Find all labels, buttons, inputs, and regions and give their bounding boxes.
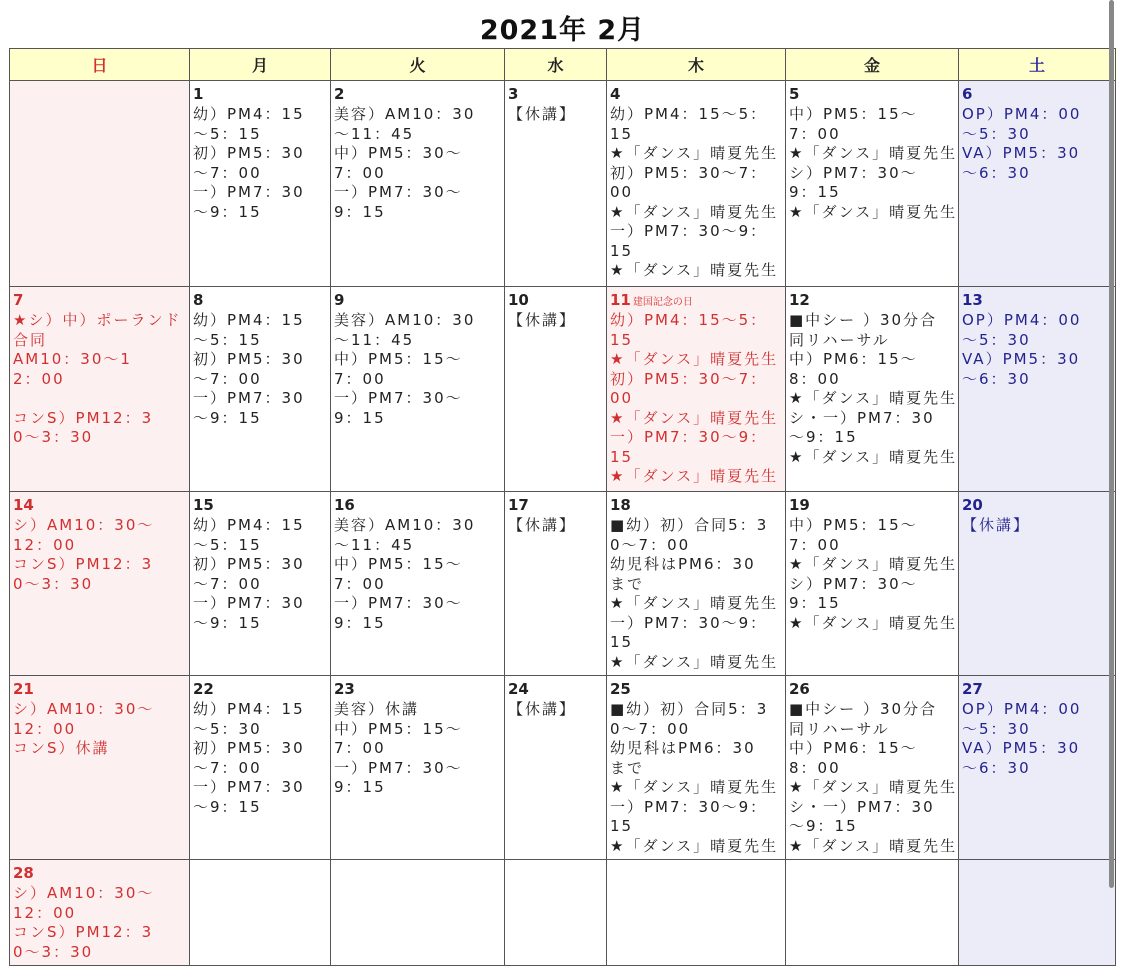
weekday-wed: 水 [505,49,607,81]
day-number: 13 [962,291,983,309]
day-cell [10,676,190,860]
day-cell [959,81,1116,287]
weekday-header-row [10,49,1116,81]
day-events: 美容）AM10：30 〜11：45 中）PM5：30〜 7：00 一）PM7：30〜 9：15 [334,105,476,221]
day-header [610,86,785,105]
week-row [10,492,1116,676]
day-cell [10,492,190,676]
day-events: 幼）PM4：15 〜5：15 初）PM5：30 〜7：00 一）PM7：30 〜9：15 [193,105,305,221]
day-header [193,86,330,105]
day-events: 幼）PM4：15〜5： 15 ★「ダンス」晴夏先生 初）PM5：30〜7： 00 ★「ダンス」晴夏先生 一）PM7：30〜9： 15 ★「ダンス」晴夏先生 [610,311,779,485]
day-header [962,865,1115,884]
day-number: 22 [193,680,214,698]
day-header [193,497,330,516]
day-number: 26 [789,680,810,698]
day-cell [505,287,607,492]
day-cell [505,492,607,676]
day-header [508,497,606,516]
day-events: シ）AM10：30〜 12：00 コンS）PM12：3 0〜3：30 [13,516,155,593]
day-header [193,681,330,700]
day-events: 幼）PM4：15 〜5：15 初）PM5：30 〜7：00 一）PM7：30 〜9：15 [193,516,305,632]
day-cell [607,860,786,966]
day-header [508,86,606,105]
weekday-fri: 金 [786,49,959,81]
day-number: 21 [13,680,34,698]
day-header [508,865,606,884]
weekday-tue: 火 [331,49,505,81]
day-cell [959,492,1116,676]
day-number: 7 [13,291,24,309]
day-header [789,865,958,884]
page-title: 2021年 2月 [479,15,646,46]
day-cell [607,81,786,287]
day-cell [505,860,607,966]
day-number: 24 [508,680,529,698]
day-number: 3 [508,85,519,103]
day-number: 25 [610,680,631,698]
day-events: ★シ）中）ポーランド 合同 AM10：30〜1 2：00 コンS）PM12：3 0〜3：30 [13,311,182,446]
day-header [610,292,785,311]
week-row [10,81,1116,287]
day-cell [190,492,331,676]
day-number: 10 [508,291,529,309]
day-cell [331,492,505,676]
day-number: 18 [610,496,631,514]
day-number: 4 [610,85,621,103]
day-cell [786,860,959,966]
day-events: 【休講】 [508,516,577,534]
day-events: シ）AM10：30〜 12：00 コンS）休講 [13,700,155,757]
day-cell [331,287,505,492]
day-header [13,865,189,884]
day-number: 5 [789,85,800,103]
day-cell [190,676,331,860]
day-number: 16 [334,496,355,514]
scrollbar[interactable] [1109,0,1114,888]
day-number: 15 [193,496,214,514]
day-header [508,292,606,311]
day-events: 【休講】 [508,311,577,329]
day-header [789,86,958,105]
day-events: OP）PM4：00 〜5：30 VA）PM5：30 〜6：30 [962,700,1082,777]
day-cell [959,287,1116,492]
day-header [334,681,504,700]
day-events: 幼）PM4：15 〜5：30 初）PM5：30 〜7：00 一）PM7：30 〜9：15 [193,700,305,816]
day-header [962,681,1115,700]
day-header [334,497,504,516]
calendar-table [9,48,1116,966]
day-cell [10,287,190,492]
day-cell [786,287,959,492]
day-cell [331,81,505,287]
day-cell [331,676,505,860]
day-header [13,86,189,105]
day-number: 12 [789,291,810,309]
day-events: 美容）休講 中）PM5：15〜 7：00 一）PM7：30〜 9：15 [334,700,463,796]
day-events: 幼）PM4：15〜5： 15 ★「ダンス」晴夏先生 初）PM5：30〜7： 00 ★「ダンス」晴夏先生 一）PM7：30〜9： 15 ★「ダンス」晴夏先生 [610,105,779,279]
day-cell [331,860,505,966]
day-header [610,865,785,884]
day-cell [190,81,331,287]
day-events: 【休講】 [508,105,577,123]
day-number: 2 [334,85,345,103]
weekday-sat: 土 [959,49,1116,81]
day-header [334,865,504,884]
day-events: ■幼）初）合同5：3 0〜7：00 幼児科はPM6：30 まで ★「ダンス」晴夏先生 一）PM7：30〜9： 15 ★「ダンス」晴夏先生 [610,700,779,855]
day-cell [607,492,786,676]
weekday-sun: 日 [10,49,190,81]
day-header [13,681,189,700]
day-header [334,292,504,311]
day-number: 14 [13,496,34,514]
day-number: 8 [193,291,204,309]
day-number: 9 [334,291,345,309]
week-row [10,860,1116,966]
day-cell [190,860,331,966]
day-number: 11 [610,291,631,309]
day-events: ■幼）初）合同5：3 0〜7：00 幼児科はPM6：30 まで ★「ダンス」晴夏先生 一）PM7：30〜9： 15 ★「ダンス」晴夏先生 [610,516,779,671]
day-number: 20 [962,496,983,514]
day-events: シ）AM10：30〜 12：00 コンS）PM12：3 0〜3：30 [13,884,155,961]
day-number: 28 [13,864,34,882]
day-events: 中）PM5：15〜 7：00 ★「ダンス」晴夏先生 シ）PM7：30〜 9：15 ★「ダンス」晴夏先生 [789,105,958,221]
day-cell [607,287,786,492]
week-row [10,676,1116,860]
weekday-mon: 月 [190,49,331,81]
day-cell [959,860,1116,966]
day-cell [786,676,959,860]
day-events: OP）PM4：00 〜5：30 VA）PM5：30 〜6：30 [962,311,1082,388]
day-header [13,497,189,516]
day-header [962,86,1115,105]
day-events: ■中シー ）30分合 同リハーサル 中）PM6：15〜 8：00 ★「ダンス」晴夏先生 シ・一）PM7：30 〜9：15 ★「ダンス」晴夏先生 [789,700,958,855]
day-header [193,292,330,311]
day-number: 17 [508,496,529,514]
weekday-thu: 木 [607,49,786,81]
day-header [508,681,606,700]
day-cell [505,81,607,287]
day-events: OP）PM4：00 〜5：30 VA）PM5：30 〜6：30 [962,105,1082,182]
day-header [789,292,958,311]
day-number: 1 [193,85,204,103]
day-events: 【休講】 [508,700,577,718]
day-events: 美容）AM10：30 〜11：45 中）PM5：15〜 7：00 一）PM7：30〜 9：15 [334,516,476,632]
day-events: 中）PM5：15〜 7：00 ★「ダンス」晴夏先生 シ）PM7：30〜 9：15 ★「ダンス」晴夏先生 [789,516,958,632]
week-row [10,287,1116,492]
day-cell [505,676,607,860]
day-header [962,292,1115,311]
day-cell [190,287,331,492]
day-number: 27 [962,680,983,698]
day-events: ■中シー ）30分合 同リハーサル 中）PM6：15〜 8：00 ★「ダンス」晴夏先生 シ・一）PM7：30 〜9：15 ★「ダンス」晴夏先生 [789,311,958,466]
day-events: 幼）PM4：15 〜5：15 初）PM5：30 〜7：00 一）PM7：30 〜9：15 [193,311,305,427]
holiday-name: 建国記念の日 [632,297,693,308]
day-number: 6 [962,85,973,103]
day-cell [607,676,786,860]
day-cell [786,81,959,287]
day-number: 19 [789,496,810,514]
day-cell [959,676,1116,860]
day-cell [786,492,959,676]
day-header [334,86,504,105]
day-header [13,292,189,311]
day-header [789,497,958,516]
day-header [610,681,785,700]
day-cell [10,860,190,966]
day-events: 【休講】 [962,516,1031,534]
day-events: 美容）AM10：30 〜11：45 中）PM5：15〜 7：00 一）PM7：30〜 9：15 [334,311,476,427]
day-header [193,865,330,884]
day-header [789,681,958,700]
day-cell [10,81,190,287]
day-number: 23 [334,680,355,698]
day-header [962,497,1115,516]
day-header [610,497,785,516]
